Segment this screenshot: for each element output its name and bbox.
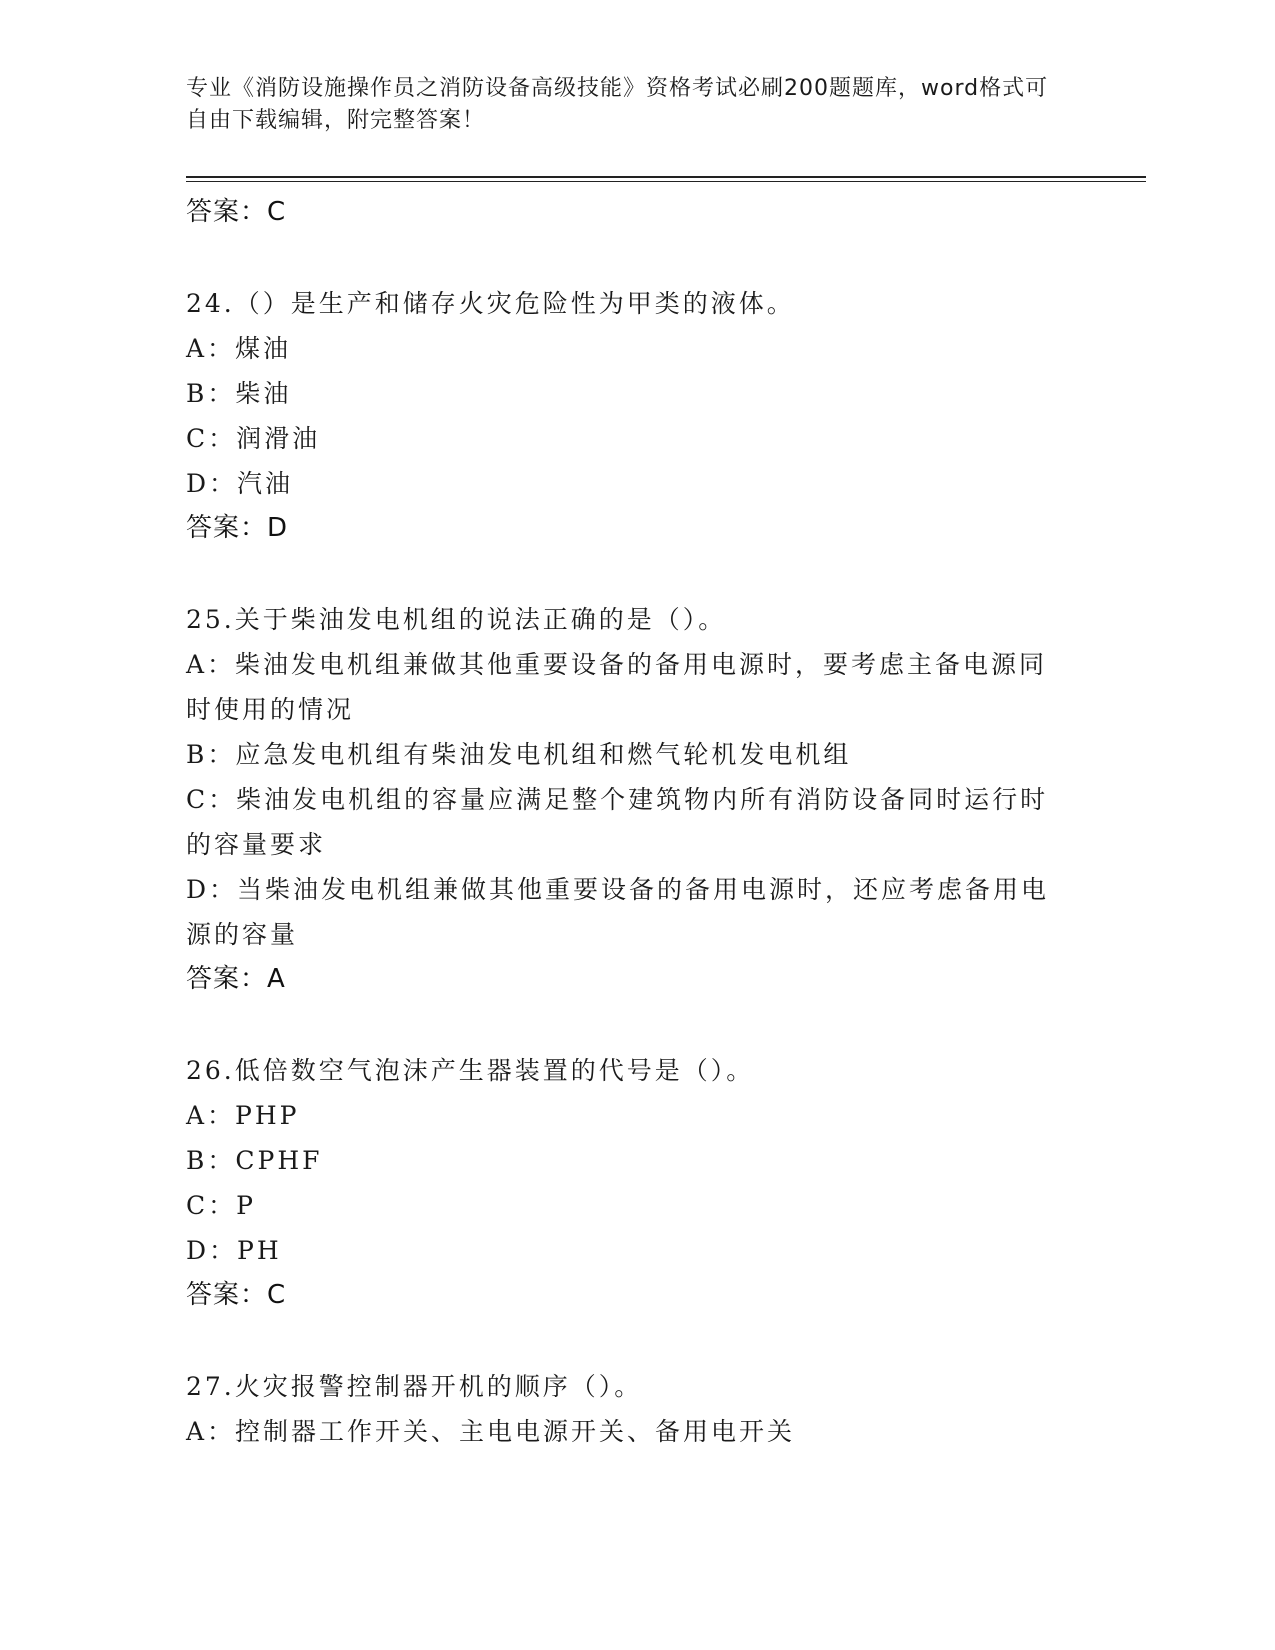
- answer-line: 答案：C: [186, 1280, 287, 1310]
- option-b: B：应急发电机组有柴油发电机组和燃气轮机发电机组: [186, 740, 852, 769]
- question-list: [186, 190, 1066, 1454]
- question-stem: 26.低倍数空气泡沫产生器装置的代号是（）。: [186, 1056, 755, 1085]
- header-divider-thin: [186, 181, 1146, 182]
- option-a: A：PHP: [186, 1101, 300, 1130]
- option-d: D：PH: [186, 1236, 282, 1265]
- option-a: A：煤油: [186, 334, 292, 363]
- option-c: C：P: [186, 1191, 256, 1220]
- option-d: D：当柴油发电机组兼做其他重要设备的备用电源时，还应考虑备用电源的容量: [186, 875, 1050, 949]
- question-stem: 27.火灾报警控制器开机的顺序（）。: [186, 1372, 643, 1401]
- document-header: 专业《消防设施操作员之消防设备高级技能》资格考试必刷200题题库，word格式可自由下载编辑，附完整答案！: [186, 76, 1049, 133]
- option-b: B：CPHF: [186, 1146, 323, 1175]
- option-d: D：汽油: [186, 469, 294, 498]
- question-block: [186, 1364, 1066, 1454]
- question-block: [186, 281, 1066, 551]
- answer-line: 答案：A: [186, 964, 286, 994]
- option-a: A：柴油发电机组兼做其他重要设备的备用电源时，要考虑主备电源同时使用的情况: [186, 650, 1048, 724]
- question-stem: 25.关于柴油发电机组的说法正确的是（）。: [186, 605, 727, 634]
- answer-line: 答案：C: [186, 197, 287, 227]
- option-c: C：柴油发电机组的容量应满足整个建筑物内所有消防设备同时运行时的容量要求: [186, 785, 1049, 859]
- question-stem: 24.（）是生产和储存火灾危险性为甲类的液体。: [186, 289, 795, 318]
- option-a: A：控制器工作开关、主电电源开关、备用电开关: [186, 1417, 796, 1446]
- option-b: B：柴油: [186, 379, 292, 408]
- question-block: [186, 597, 1066, 1002]
- document-page: [186, 0, 1146, 1650]
- answer-line: 答案：D: [186, 513, 289, 543]
- header-divider: [186, 176, 1146, 178]
- question-block: [186, 1048, 1066, 1318]
- option-c: C：润滑油: [186, 424, 321, 453]
